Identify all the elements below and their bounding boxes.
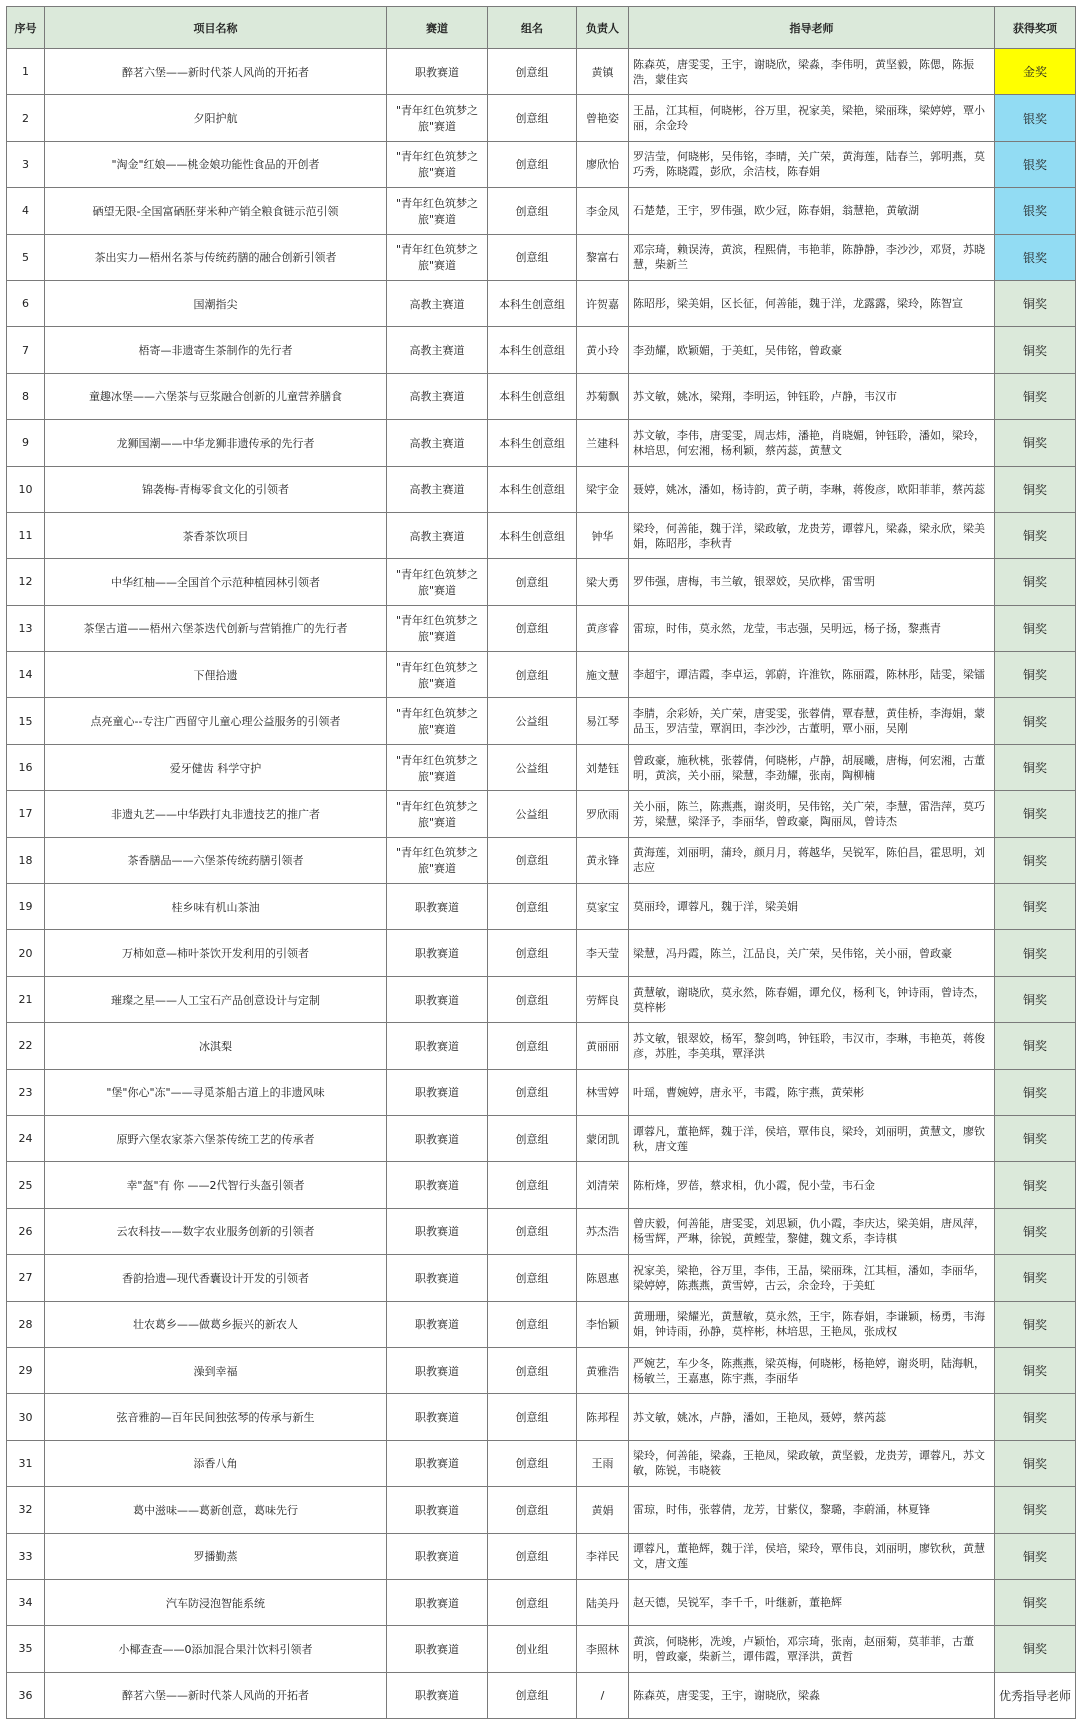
cell-no: 33 (7, 1533, 45, 1579)
cell-leader: 黄永锋 (577, 837, 629, 883)
cell-teachers: 关小丽，陈兰，陈燕燕，谢炎明，吴伟铭，关广荣，李慧，雷浩萍，莫巧芳，梁慧，梁泽予，李丽华，曾政豪，陶丽凤，曾诗杰 (629, 791, 995, 837)
cell-leader: 刘清荣 (577, 1162, 629, 1208)
cell-project-name: 弦音雅韵—百年民间独弦琴的传承与新生 (45, 1394, 387, 1440)
cell-teachers: 陈森英，唐雯雯，王宇，谢晓欣，梁淼，李伟明，黄坚毅，陈偲，陈振浩，蒙佳宾 (629, 49, 995, 95)
cell-group: 创意组 (488, 652, 577, 698)
cell-group: 创意组 (488, 1394, 577, 1440)
cell-group: 本科生创意组 (488, 373, 577, 419)
cell-award: 铜奖 (995, 1115, 1076, 1161)
cell-group: 创意组 (488, 930, 577, 976)
cell-no: 9 (7, 420, 45, 466)
cell-teachers: 曾庆毅，何善能，唐雯雯，刘思颖，仇小霞，李庆达，梁美娟，唐凤萍，杨雪辉，严琳，徐锐，黄鲣莹，黎健，魏文系，李诗棋 (629, 1208, 995, 1254)
cell-track: 职教赛道 (387, 1023, 488, 1069)
cell-award: 铜奖 (995, 1579, 1076, 1625)
cell-leader: 黄小玲 (577, 327, 629, 373)
cell-teachers: 黄滨，何晓彬，冼竣，卢颖怡，邓宗琦，张南，赵丽菊，莫菲菲，古董明，曾政豪，柴新兰，谭伟霞，覃泽洪，黄哲 (629, 1626, 995, 1672)
cell-track: 高教主赛道 (387, 420, 488, 466)
cell-project-name: 香韵拾遗—现代香囊设计开发的引领者 (45, 1255, 387, 1301)
cell-leader: 李祥民 (577, 1533, 629, 1579)
cell-leader: 施文慧 (577, 652, 629, 698)
table-row (7, 1394, 1076, 1440)
cell-no: 28 (7, 1301, 45, 1347)
cell-award: 铜奖 (995, 1626, 1076, 1672)
cell-no: 7 (7, 327, 45, 373)
cell-track: 职教赛道 (387, 1533, 488, 1579)
cell-track: 高教主赛道 (387, 280, 488, 326)
cell-no: 26 (7, 1208, 45, 1254)
cell-project-name: 万柿如意—柿叶茶饮开发利用的引领者 (45, 930, 387, 976)
cell-track: 职教赛道 (387, 1579, 488, 1625)
cell-group: 本科生创意组 (488, 280, 577, 326)
cell-no: 36 (7, 1672, 45, 1718)
cell-project-name: 幸"盔"有 你 ——2代智行头盔引领者 (45, 1162, 387, 1208)
table-row (7, 1115, 1076, 1161)
cell-track: "青年红色筑梦之旅"赛道 (387, 95, 488, 141)
cell-leader: 李怡颖 (577, 1301, 629, 1347)
cell-leader: 陈邦程 (577, 1394, 629, 1440)
cell-group: 创意组 (488, 1487, 577, 1533)
cell-teachers: 王晶，江其桓，何晓彬，谷万里，祝家美，梁艳，梁丽珠，梁婷婷，覃小丽，余金玲 (629, 95, 995, 141)
cell-project-name: 下俚拾遗 (45, 652, 387, 698)
cell-leader: 梁宇金 (577, 466, 629, 512)
cell-group: 创意组 (488, 605, 577, 651)
cell-leader: 黄雅浩 (577, 1347, 629, 1393)
cell-leader: 莫家宝 (577, 884, 629, 930)
cell-project-name: 童趣冰堡——六堡茶与豆浆融合创新的儿童营养膳食 (45, 373, 387, 419)
table-row (7, 280, 1076, 326)
cell-leader: 李金凤 (577, 188, 629, 234)
cell-project-name: 龙狮国潮——中华龙狮非遗传承的先行者 (45, 420, 387, 466)
cell-award: 铜奖 (995, 1487, 1076, 1533)
cell-leader: 梁大勇 (577, 559, 629, 605)
cell-award: 铜奖 (995, 837, 1076, 883)
cell-leader: 黄丽丽 (577, 1023, 629, 1069)
table-row (7, 605, 1076, 651)
cell-leader: 黄镇 (577, 49, 629, 95)
cell-award: 银奖 (995, 188, 1076, 234)
cell-teachers: 叶瑶，曹婉婷，唐永平，韦霞，陈宇燕，黄荣彬 (629, 1069, 995, 1115)
cell-award: 铜奖 (995, 1533, 1076, 1579)
cell-award: 铜奖 (995, 466, 1076, 512)
cell-no: 22 (7, 1023, 45, 1069)
cell-track: "青年红色筑梦之旅"赛道 (387, 652, 488, 698)
cell-no: 2 (7, 95, 45, 141)
cell-project-name: 冰淇梨 (45, 1023, 387, 1069)
table-row (7, 1533, 1076, 1579)
cell-no: 5 (7, 234, 45, 280)
cell-project-name: 原野六堡农家茶六堡茶传统工艺的传承者 (45, 1115, 387, 1161)
table-row (7, 420, 1076, 466)
cell-track: 职教赛道 (387, 1255, 488, 1301)
cell-track: "青年红色筑梦之旅"赛道 (387, 234, 488, 280)
table-row (7, 1023, 1076, 1069)
cell-project-name: 非遗丸艺——中华跌打丸非遗技艺的推广者 (45, 791, 387, 837)
cell-teachers: 赵天德，吴锐军，李千千，叶继新，董艳辉 (629, 1579, 995, 1625)
cell-project-name: 茶出实力—梧州名茶与传统药膳的融合创新引领者 (45, 234, 387, 280)
table-row (7, 1255, 1076, 1301)
cell-leader: / (577, 1672, 629, 1718)
cell-no: 1 (7, 49, 45, 95)
cell-group: 创意组 (488, 1023, 577, 1069)
cell-award: 铜奖 (995, 652, 1076, 698)
cell-group: 创意组 (488, 1208, 577, 1254)
cell-track: 职教赛道 (387, 1394, 488, 1440)
cell-award: 铜奖 (995, 1301, 1076, 1347)
awards-table-container (6, 6, 1076, 1719)
cell-track: "青年红色筑梦之旅"赛道 (387, 791, 488, 837)
cell-group: 创意组 (488, 1440, 577, 1486)
cell-project-name: 点亮童心--专注广西留守儿童心理公益服务的引领者 (45, 698, 387, 744)
cell-leader: 兰建科 (577, 420, 629, 466)
table-row (7, 373, 1076, 419)
cell-project-name: 添香八角 (45, 1440, 387, 1486)
cell-no: 32 (7, 1487, 45, 1533)
cell-award: 铜奖 (995, 605, 1076, 651)
cell-award: 铜奖 (995, 1440, 1076, 1486)
table-row (7, 1162, 1076, 1208)
cell-teachers: 曾政豪，施秋桃，张蓉倩，何晓彬，卢静，胡展曦，唐梅，何宏湘，古董明，黄滨，关小丽，梁慧，李劲耀，张南，陶柳楠 (629, 744, 995, 790)
cell-leader: 李照林 (577, 1626, 629, 1672)
cell-project-name: 云农科技——数字农业服务创新的引领者 (45, 1208, 387, 1254)
cell-award: 铜奖 (995, 884, 1076, 930)
table-row (7, 466, 1076, 512)
cell-award: 金奖 (995, 49, 1076, 95)
cell-no: 6 (7, 280, 45, 326)
cell-no: 31 (7, 1440, 45, 1486)
cell-track: 职教赛道 (387, 1672, 488, 1718)
cell-project-name: 茶香膳品——六堡茶传统药膳引领者 (45, 837, 387, 883)
cell-track: "青年红色筑梦之旅"赛道 (387, 837, 488, 883)
cell-no: 35 (7, 1626, 45, 1672)
cell-teachers: 苏文敏，姚冰，卢静，潘如，王艳凤，聂婷，蔡芮蕊 (629, 1394, 995, 1440)
cell-track: 职教赛道 (387, 1115, 488, 1161)
cell-track: 职教赛道 (387, 49, 488, 95)
cell-group: 创业组 (488, 1626, 577, 1672)
cell-award: 铜奖 (995, 1069, 1076, 1115)
cell-track: 高教主赛道 (387, 466, 488, 512)
cell-no: 27 (7, 1255, 45, 1301)
cell-group: 本科生创意组 (488, 327, 577, 373)
cell-project-name: 茶堡古道——梧州六堡茶迭代创新与营销推广的先行者 (45, 605, 387, 651)
table-row (7, 512, 1076, 558)
cell-no: 34 (7, 1579, 45, 1625)
cell-group: 创意组 (488, 884, 577, 930)
cell-teachers: 邓宗琦，赖误涛，黄滨，程熙倩，韦艳菲，陈静静，李沙沙，邓贤，苏晓慧，柴新兰 (629, 234, 995, 280)
cell-group: 创意组 (488, 976, 577, 1022)
cell-teachers: 梁玲，何善能，魏于洋，梁政敏，龙贵芳，谭蓉凡，梁淼，梁永欣，梁美娟，陈昭彤，李秋青 (629, 512, 995, 558)
cell-leader: 罗欣雨 (577, 791, 629, 837)
cell-leader: 苏杰浩 (577, 1208, 629, 1254)
header-row (7, 7, 1076, 49)
cell-no: 20 (7, 930, 45, 976)
cell-award: 银奖 (995, 234, 1076, 280)
cell-group: 创意组 (488, 1255, 577, 1301)
cell-award: 铜奖 (995, 791, 1076, 837)
cell-track: 职教赛道 (387, 930, 488, 976)
header-project-name: 项目名称 (45, 7, 387, 49)
cell-leader: 黎富右 (577, 234, 629, 280)
cell-award: 铜奖 (995, 744, 1076, 790)
cell-track: 高教主赛道 (387, 373, 488, 419)
cell-no: 24 (7, 1115, 45, 1161)
cell-track: "青年红色筑梦之旅"赛道 (387, 141, 488, 187)
cell-group: 本科生创意组 (488, 466, 577, 512)
cell-no: 23 (7, 1069, 45, 1115)
cell-track: "青年红色筑梦之旅"赛道 (387, 559, 488, 605)
cell-group: 创意组 (488, 234, 577, 280)
cell-leader: 易江琴 (577, 698, 629, 744)
cell-award: 银奖 (995, 141, 1076, 187)
cell-group: 创意组 (488, 1533, 577, 1579)
cell-project-name: 桂乡味有机山茶油 (45, 884, 387, 930)
cell-no: 12 (7, 559, 45, 605)
cell-leader: 劳辉良 (577, 976, 629, 1022)
cell-teachers: 石楚楚，王宇，罗伟强，欧少冠，陈春娟，翁慧艳，黄敏湖 (629, 188, 995, 234)
cell-track: 职教赛道 (387, 1208, 488, 1254)
cell-no: 18 (7, 837, 45, 883)
cell-no: 4 (7, 188, 45, 234)
cell-project-name: 国潮指尖 (45, 280, 387, 326)
cell-track: 职教赛道 (387, 1626, 488, 1672)
cell-award: 铜奖 (995, 1023, 1076, 1069)
table-row (7, 1347, 1076, 1393)
cell-teachers: 罗伟强，唐梅，韦兰敏，银翠姣，吴欣桦，雷雪明 (629, 559, 995, 605)
cell-group: 创意组 (488, 1301, 577, 1347)
table-body (7, 49, 1076, 1719)
cell-project-name: 硒望无限-全国富硒胚芽米种产销全粮食链示范引领 (45, 188, 387, 234)
cell-no: 25 (7, 1162, 45, 1208)
table-row (7, 744, 1076, 790)
cell-award: 铜奖 (995, 373, 1076, 419)
cell-group: 创意组 (488, 559, 577, 605)
table-row (7, 49, 1076, 95)
cell-teachers: 苏文敏，姚冰，梁翔，李明运，钟钰聆，卢静，韦汉市 (629, 373, 995, 419)
cell-track: 职教赛道 (387, 1069, 488, 1115)
cell-leader: 黄娟 (577, 1487, 629, 1533)
cell-leader: 曾艳姿 (577, 95, 629, 141)
cell-group: 创意组 (488, 1115, 577, 1161)
table-row (7, 884, 1076, 930)
table-row (7, 1487, 1076, 1533)
cell-track: "青年红色筑梦之旅"赛道 (387, 605, 488, 651)
table-row (7, 698, 1076, 744)
cell-teachers: 李腈，余彩娇，关广荣，唐雯雯，张蓉倩，覃春慧，黄佳桥，李海娟，蒙品玉，罗洁莹，覃润田，李沙沙，古董明，覃小丽，吴刚 (629, 698, 995, 744)
cell-project-name: "堡"你心"冻"——寻觅茶船古道上的非遗风味 (45, 1069, 387, 1115)
cell-group: 创意组 (488, 141, 577, 187)
cell-no: 19 (7, 884, 45, 930)
cell-award: 铜奖 (995, 1162, 1076, 1208)
cell-project-name: 葛中滋味——葛新创意，葛味先行 (45, 1487, 387, 1533)
cell-project-name: 夕阳护航 (45, 95, 387, 141)
cell-group: 创意组 (488, 837, 577, 883)
cell-teachers: 黄珊珊，梁耀光，黄慧敏，莫永然，王宇，陈春娟，李谦颖，杨勇，韦海娟，钟诗雨，孙静，莫梓彬，林培思，王艳凤，张成权 (629, 1301, 995, 1347)
table-row (7, 1579, 1076, 1625)
table-row (7, 559, 1076, 605)
cell-group: 本科生创意组 (488, 512, 577, 558)
cell-no: 10 (7, 466, 45, 512)
cell-group: 创意组 (488, 49, 577, 95)
table-row (7, 1626, 1076, 1672)
cell-teachers: 严婉艺，车少冬，陈燕燕，梁英梅，何晓彬，杨艳婷，谢炎明，陆海帆，杨敏兰，王嘉惠，陈宇燕，李丽华 (629, 1347, 995, 1393)
table-row (7, 976, 1076, 1022)
cell-track: 职教赛道 (387, 1347, 488, 1393)
cell-project-name: 汽车防浸泡智能系统 (45, 1579, 387, 1625)
cell-group: 创意组 (488, 188, 577, 234)
cell-project-name: 澡到幸福 (45, 1347, 387, 1393)
cell-track: 职教赛道 (387, 1440, 488, 1486)
table-row (7, 837, 1076, 883)
cell-project-name: 醉茗六堡——新时代茶人风尚的开拓者 (45, 1672, 387, 1718)
header-award: 获得奖项 (995, 7, 1076, 49)
cell-teachers: 谭蓉凡，董艳辉，魏于洋，侯培，覃伟良，梁玲，刘丽明，黄慧文，廖钦秋，唐文莲 (629, 1115, 995, 1161)
cell-project-name: 罗播勤蒸 (45, 1533, 387, 1579)
cell-group: 公益组 (488, 744, 577, 790)
cell-teachers: 陈桁烽，罗蓓，蔡求相，仇小霞，倪小莹，韦石金 (629, 1162, 995, 1208)
cell-group: 公益组 (488, 791, 577, 837)
cell-group: 本科生创意组 (488, 420, 577, 466)
cell-award: 铜奖 (995, 420, 1076, 466)
cell-track: "青年红色筑梦之旅"赛道 (387, 188, 488, 234)
table-row (7, 234, 1076, 280)
cell-leader: 王雨 (577, 1440, 629, 1486)
cell-no: 8 (7, 373, 45, 419)
cell-leader: 林雪婷 (577, 1069, 629, 1115)
cell-award: 铜奖 (995, 976, 1076, 1022)
cell-leader: 刘楚钰 (577, 744, 629, 790)
cell-track: 职教赛道 (387, 1162, 488, 1208)
table-row (7, 188, 1076, 234)
cell-teachers: 李超宇，谭洁霞，李卓运，郭蔚，许淮钦，陈丽霞，陈林彤，陆雯，梁镭 (629, 652, 995, 698)
table-row (7, 652, 1076, 698)
cell-track: "青年红色筑梦之旅"赛道 (387, 698, 488, 744)
table-row (7, 1069, 1076, 1115)
cell-no: 17 (7, 791, 45, 837)
cell-project-name: 小椰查查——0添加混合果汁饮料引领者 (45, 1626, 387, 1672)
cell-award: 优秀指导老师 (995, 1672, 1076, 1718)
cell-track: 职教赛道 (387, 1301, 488, 1347)
cell-no: 21 (7, 976, 45, 1022)
cell-teachers: 黄海莲，刘丽明，蒲玲，颜月月，蒋越华，吴锐军，陈伯昌，霍思明，刘志应 (629, 837, 995, 883)
header-teachers: 指导老师 (629, 7, 995, 49)
table-row (7, 1672, 1076, 1718)
cell-award: 铜奖 (995, 559, 1076, 605)
cell-no: 3 (7, 141, 45, 187)
cell-group: 创意组 (488, 1347, 577, 1393)
cell-teachers: 李劲耀，欧颖媚，于美虹，吴伟铭，曾政豪 (629, 327, 995, 373)
header-track: 赛道 (387, 7, 488, 49)
cell-award: 铜奖 (995, 1347, 1076, 1393)
table-row (7, 930, 1076, 976)
cell-project-name: 壮农葛乡——做葛乡振兴的新农人 (45, 1301, 387, 1347)
cell-teachers: 陈森英，唐雯雯，王宇，谢晓欣，梁淼 (629, 1672, 995, 1718)
cell-track: "青年红色筑梦之旅"赛道 (387, 744, 488, 790)
cell-leader: 李天莹 (577, 930, 629, 976)
cell-track: 职教赛道 (387, 884, 488, 930)
cell-no: 29 (7, 1347, 45, 1393)
cell-project-name: 茶香茶饮项目 (45, 512, 387, 558)
cell-teachers: 陈昭彤，梁美娟，区长征，何善能，魏于洋，龙露露，梁玲，陈智宣 (629, 280, 995, 326)
cell-no: 30 (7, 1394, 45, 1440)
cell-award: 铜奖 (995, 698, 1076, 744)
cell-award: 铜奖 (995, 512, 1076, 558)
cell-teachers: 莫丽玲，谭蓉凡，魏于洋，梁美娟 (629, 884, 995, 930)
cell-group: 创意组 (488, 1162, 577, 1208)
cell-track: 职教赛道 (387, 976, 488, 1022)
cell-teachers: 黄慧敏，谢晓欣，莫永然，陈春媚，谭允仪，杨利飞，钟诗雨，曾诗杰，莫梓彬 (629, 976, 995, 1022)
table-row (7, 1440, 1076, 1486)
table-row (7, 327, 1076, 373)
cell-leader: 廖欣怡 (577, 141, 629, 187)
cell-project-name: 醉茗六堡——新时代茶人风尚的开拓者 (45, 49, 387, 95)
cell-award: 铜奖 (995, 1394, 1076, 1440)
cell-track: 职教赛道 (387, 1487, 488, 1533)
cell-award: 铜奖 (995, 327, 1076, 373)
cell-teachers: 谭蓉凡，董艳辉，魏于洋，侯培，梁玲，覃伟良，刘丽明，廖钦秋，黄慧文，唐文莲 (629, 1533, 995, 1579)
header-leader: 负责人 (577, 7, 629, 49)
table-row (7, 95, 1076, 141)
cell-leader: 陈恩惠 (577, 1255, 629, 1301)
cell-no: 16 (7, 744, 45, 790)
cell-group: 创意组 (488, 95, 577, 141)
cell-no: 15 (7, 698, 45, 744)
cell-project-name: 中华红柚——全国首个示范种植园林引领者 (45, 559, 387, 605)
cell-teachers: 罗洁莹，何晓彬，吴伟铭，李晴，关广荣，黄海莲，陆春兰，郭明燕，莫巧秀，陈晓霞，彭欣，余洁枝，陈春娟 (629, 141, 995, 187)
cell-leader: 蒙闭凯 (577, 1115, 629, 1161)
cell-group: 公益组 (488, 698, 577, 744)
cell-project-name: 锦袭梅-青梅零食文化的引领者 (45, 466, 387, 512)
cell-leader: 钟华 (577, 512, 629, 558)
cell-leader: 苏菊飘 (577, 373, 629, 419)
cell-teachers: 雷琼，时伟，张蓉倩，龙芳，甘紫仪，黎璐，李蔚涌，林夏锋 (629, 1487, 995, 1533)
table-row (7, 141, 1076, 187)
cell-leader: 陆美丹 (577, 1579, 629, 1625)
cell-no: 13 (7, 605, 45, 651)
awards-table (6, 6, 1076, 1719)
cell-teachers: 雷琼，时伟，莫永然，龙莹，韦志强，吴明远，杨子扬，黎燕青 (629, 605, 995, 651)
header-no: 序号 (7, 7, 45, 49)
cell-teachers: 聂婷，姚冰，潘如，杨诗韵，黄子萌，李琳，蒋俊彦，欧阳菲菲，蔡芮蕊 (629, 466, 995, 512)
cell-teachers: 苏文敏，银翠姣，杨军，黎剑鸣，钟钰聆，韦汉市，李琳，韦艳英，蒋俊彦，苏胜，李美琪，覃泽洪 (629, 1023, 995, 1069)
cell-no: 11 (7, 512, 45, 558)
cell-project-name: 爱牙健齿 科学守护 (45, 744, 387, 790)
cell-project-name: 璀璨之星——人工宝石产品创意设计与定制 (45, 976, 387, 1022)
cell-leader: 黄彦睿 (577, 605, 629, 651)
table-row (7, 1301, 1076, 1347)
cell-group: 创意组 (488, 1579, 577, 1625)
cell-leader: 许贺嘉 (577, 280, 629, 326)
cell-group: 创意组 (488, 1672, 577, 1718)
cell-award: 铜奖 (995, 280, 1076, 326)
cell-award: 铜奖 (995, 1255, 1076, 1301)
cell-award: 铜奖 (995, 930, 1076, 976)
cell-teachers: 祝家美，梁艳，谷万里，李伟，王晶，梁丽珠，江其桓，潘如，李丽华，梁婷婷，陈燕燕，黄雪婷，古云，余金玲，于美虹 (629, 1255, 995, 1301)
table-row (7, 1208, 1076, 1254)
cell-project-name: "淘金"红娘——桃金娘功能性食品的开创者 (45, 141, 387, 187)
cell-award: 银奖 (995, 95, 1076, 141)
cell-no: 14 (7, 652, 45, 698)
cell-award: 铜奖 (995, 1208, 1076, 1254)
cell-teachers: 梁玲，何善能，梁淼，王艳凤，梁政敏，黄坚毅，龙贵芳，谭蓉凡，苏文敏，陈锐，韦晓筱 (629, 1440, 995, 1486)
table-row (7, 791, 1076, 837)
cell-group: 创意组 (488, 1069, 577, 1115)
cell-project-name: 梧寄—非遗寄生茶制作的先行者 (45, 327, 387, 373)
cell-teachers: 苏文敏，李伟，唐雯雯，周志炜，潘艳，肖晓媚，钟钰聆，潘如，梁玲，林培思，何宏湘，杨利颖，蔡芮蕊，黄慧文 (629, 420, 995, 466)
cell-teachers: 梁慧，冯丹霞，陈兰，江品良，关广荣，吴伟铭，关小丽，曾政豪 (629, 930, 995, 976)
cell-track: 高教主赛道 (387, 512, 488, 558)
cell-track: 高教主赛道 (387, 327, 488, 373)
header-group: 组名 (488, 7, 577, 49)
